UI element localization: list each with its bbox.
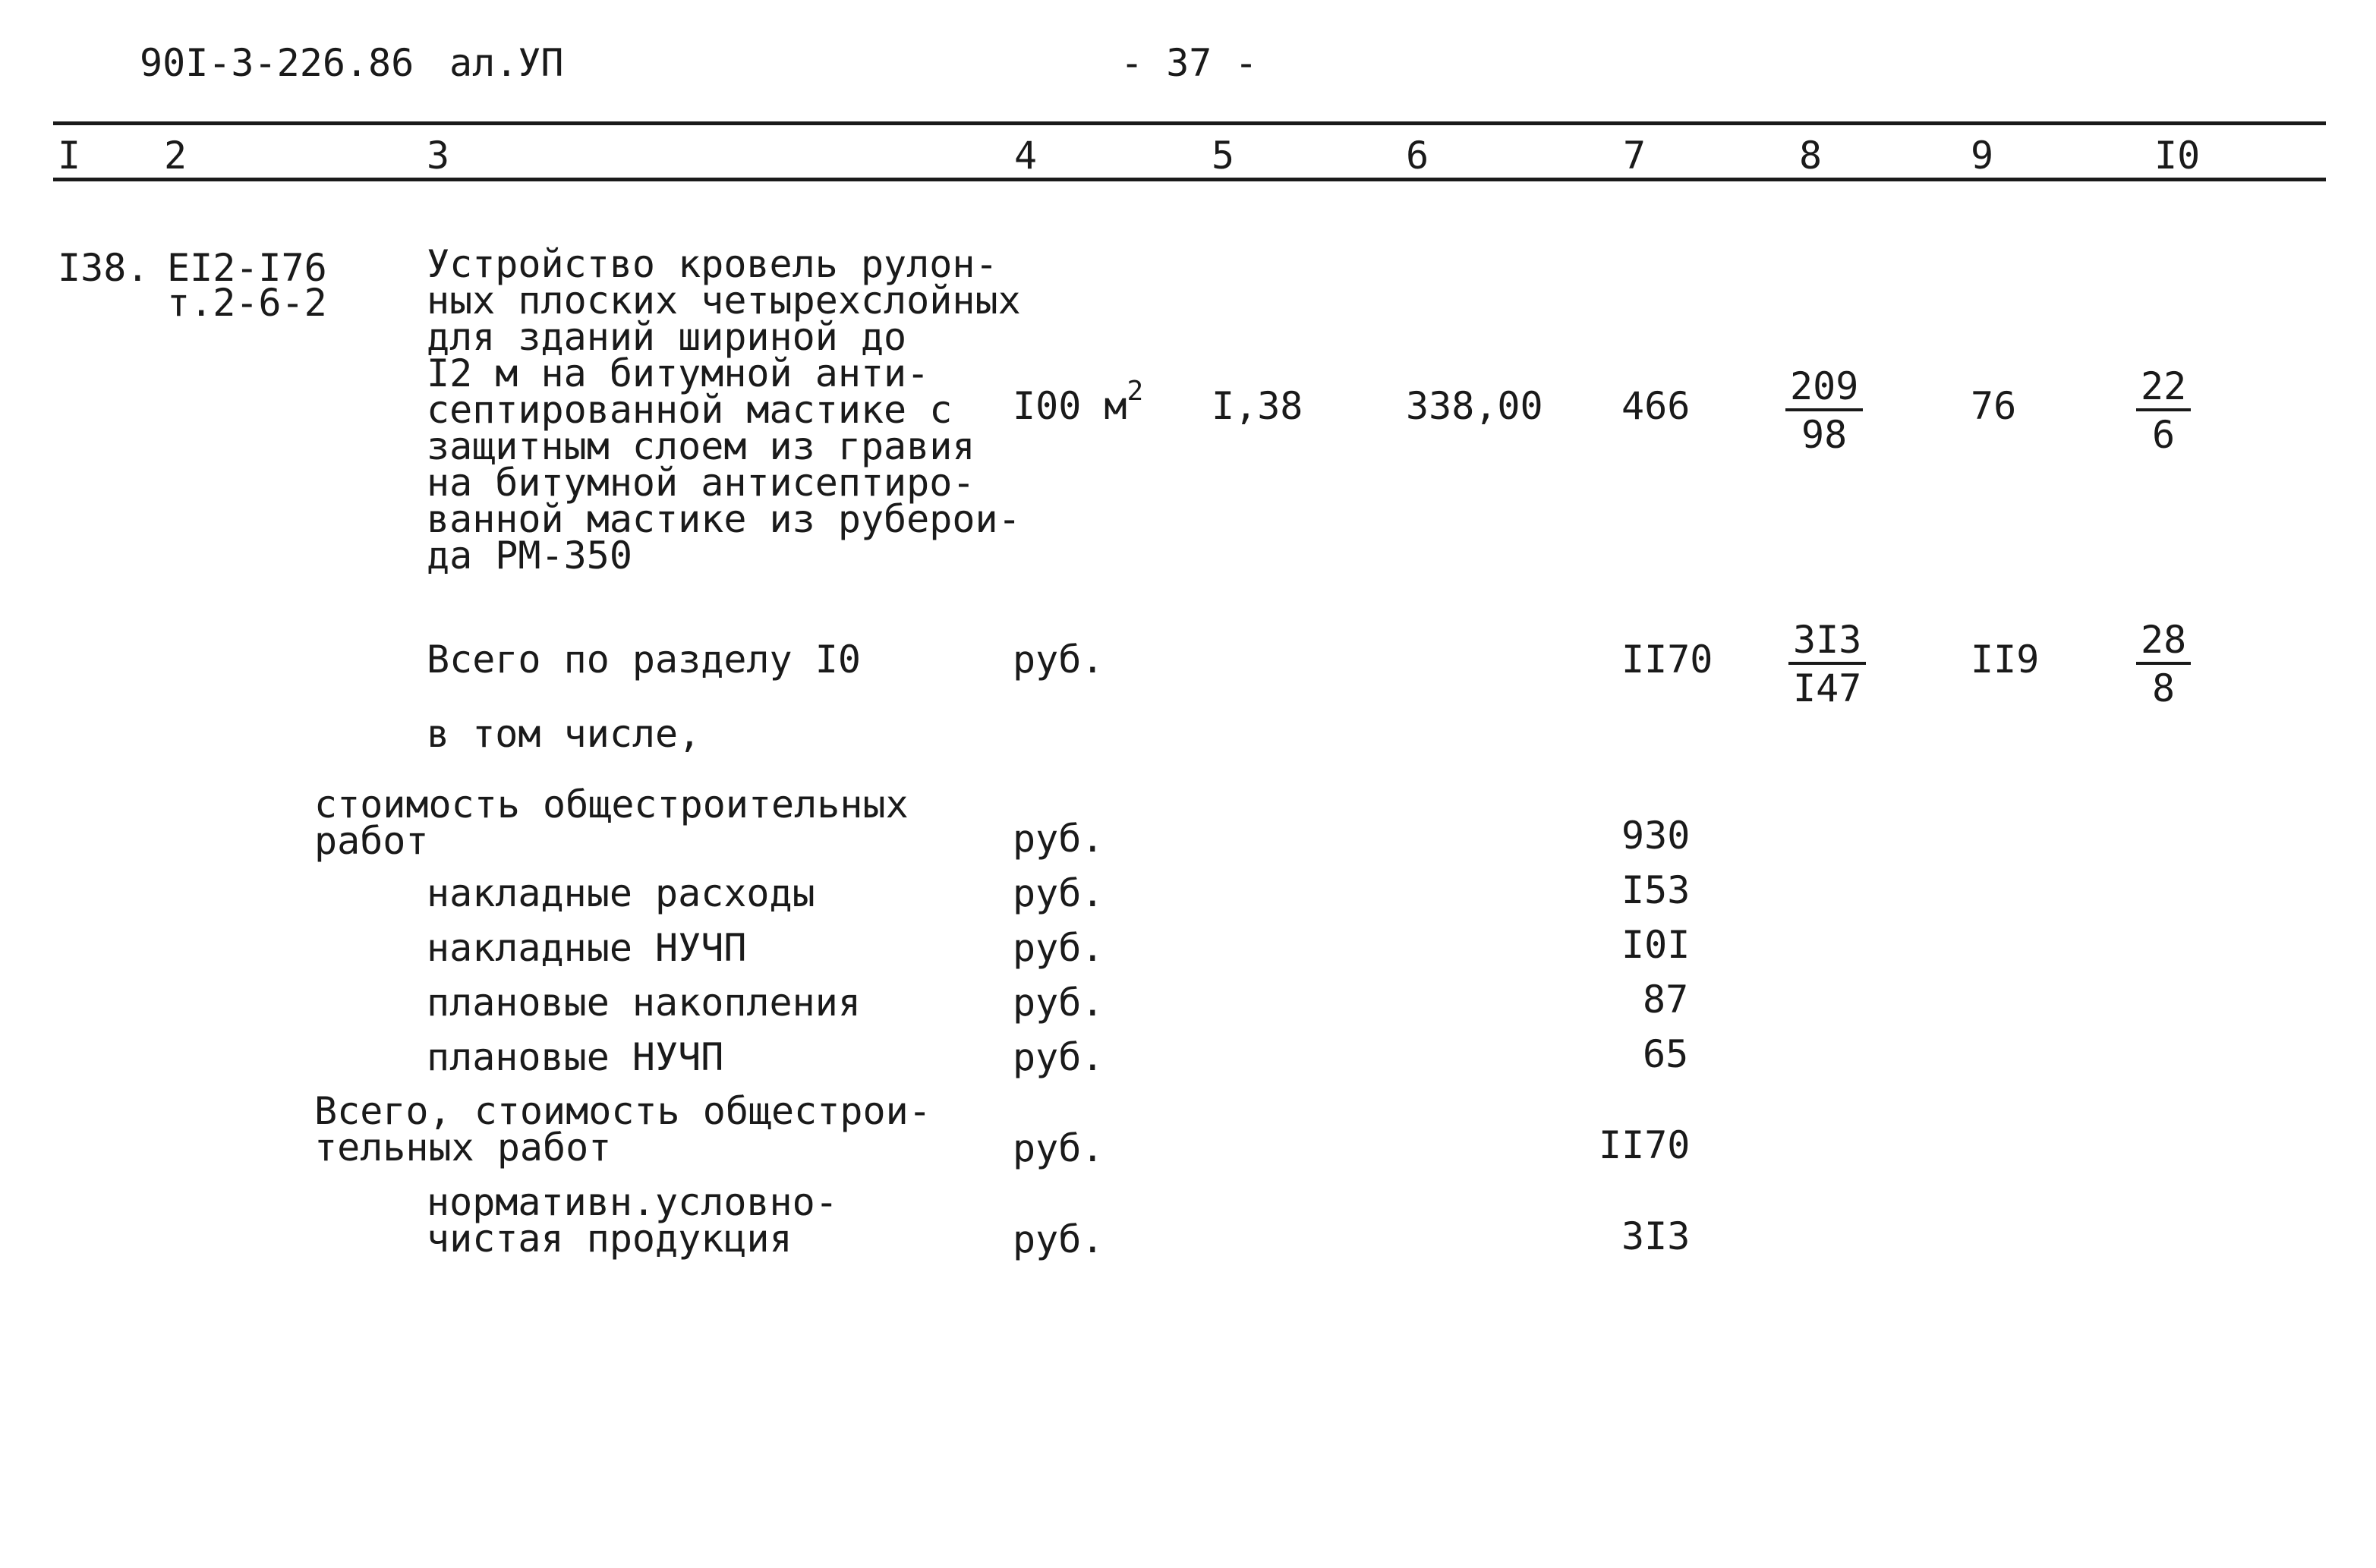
fraction-numerator: 22 [2136, 367, 2191, 411]
description-line: ванной мастике из руберои- [427, 497, 1021, 541]
column-header-10: I0 [2154, 134, 2201, 178]
fraction-numerator: 28 [2136, 621, 2191, 665]
breakdown-label: плановые НУЧП [427, 1035, 724, 1079]
item-table-ref: т.2-6-2 [167, 281, 327, 325]
breakdown-value: 65 [1643, 1032, 1689, 1076]
breakdown-label [427, 1180, 838, 1261]
description-line: ных плоских четырехслойных [427, 279, 1021, 323]
including-label: в том числе, [427, 712, 701, 756]
breakdown-unit: руб. [1013, 817, 1104, 861]
section-col8-fraction [1788, 618, 1866, 710]
document-code: 90I-3-226.86 [140, 41, 414, 85]
item-col10-fraction [2136, 364, 2191, 457]
breakdown-value: II70 [1599, 1123, 1691, 1167]
description-line: да РМ-350 [427, 534, 632, 578]
breakdown-value: I0I [1621, 923, 1691, 967]
item-unit-cost: 338,00 [1406, 384, 1543, 428]
breakdown-label-line: стоимость общестроительных [314, 782, 909, 827]
column-header-5: 5 [1212, 134, 1235, 178]
description-line: для зданий шириной до [427, 315, 907, 359]
description-line: I2 м на битумной анти- [427, 351, 930, 395]
section-col10-fraction [2136, 618, 2191, 710]
column-header-4: 4 [1014, 134, 1038, 178]
breakdown-label-line: нормативн.условно- [427, 1180, 838, 1224]
column-header-3: 3 [427, 134, 450, 178]
section-total-unit: руб. [1013, 638, 1104, 682]
item-unit [1013, 376, 1144, 428]
item-col9: 76 [1971, 384, 2017, 428]
table-top-rule [53, 121, 2326, 125]
breakdown-label: накладные НУЧП [427, 926, 747, 970]
fraction-denominator: I47 [1793, 666, 1862, 710]
breakdown-value: I53 [1621, 868, 1691, 912]
fraction-numerator: 3I3 [1788, 621, 1866, 665]
table-header-rule [53, 178, 2326, 181]
column-header-6: 6 [1406, 134, 1429, 178]
fraction-denominator: 6 [2152, 413, 2176, 457]
breakdown-unit: руб. [1013, 1126, 1104, 1170]
section-col9: II9 [1971, 638, 2040, 682]
description-line: септированной мастике с [427, 388, 953, 432]
breakdown-unit: руб. [1013, 981, 1104, 1025]
breakdown-value: 87 [1643, 978, 1689, 1022]
page-number: - 37 - [1120, 41, 1258, 85]
breakdown-label-line: чистая продукция [427, 1217, 793, 1261]
breakdown-value: 3I3 [1621, 1214, 1691, 1258]
breakdown-unit: руб. [1013, 1217, 1104, 1261]
description-line: Устройство кровель рулон- [427, 242, 998, 286]
breakdown-value: 930 [1621, 814, 1691, 858]
breakdown-label-line: Всего, стоимость общестрои- [314, 1089, 931, 1133]
breakdown-label [314, 1089, 931, 1170]
column-header-9: 9 [1971, 134, 1994, 178]
breakdown-label [314, 782, 909, 863]
breakdown-unit: руб. [1013, 1035, 1104, 1079]
item-code: EI2-I76 [167, 246, 327, 290]
breakdown-unit: руб. [1013, 926, 1104, 970]
description-line: на битумной антисептиро- [427, 461, 975, 505]
section-total-label: Всего по разделу I0 [427, 638, 861, 682]
breakdown-label-line: работ [314, 819, 429, 863]
breakdown-label: плановые накопления [427, 981, 861, 1025]
item-description [427, 242, 1021, 578]
column-header-2: 2 [164, 134, 187, 178]
item-unit-exponent: 2 [1127, 376, 1144, 407]
breakdown-unit: руб. [1013, 871, 1104, 915]
item-unit-main: I00 м [1013, 384, 1127, 428]
item-quantity: I,38 [1212, 384, 1303, 428]
fraction-denominator: 8 [2152, 666, 2176, 710]
item-total: 466 [1621, 384, 1691, 428]
fraction-numerator: 209 [1785, 367, 1863, 411]
column-header-1: I [58, 134, 81, 178]
item-col8-fraction [1785, 364, 1863, 457]
breakdown-label: накладные расходы [427, 871, 815, 915]
item-number: I38. [58, 246, 150, 290]
column-header-7: 7 [1623, 134, 1646, 178]
breakdown-label-line: тельных работ [314, 1126, 612, 1170]
fraction-denominator: 98 [1801, 413, 1848, 457]
section-total-value: II70 [1621, 638, 1713, 682]
album-label: ал.УП [449, 41, 564, 85]
column-header-8: 8 [1799, 134, 1823, 178]
description-line: защитным слоем из гравия [427, 424, 975, 468]
